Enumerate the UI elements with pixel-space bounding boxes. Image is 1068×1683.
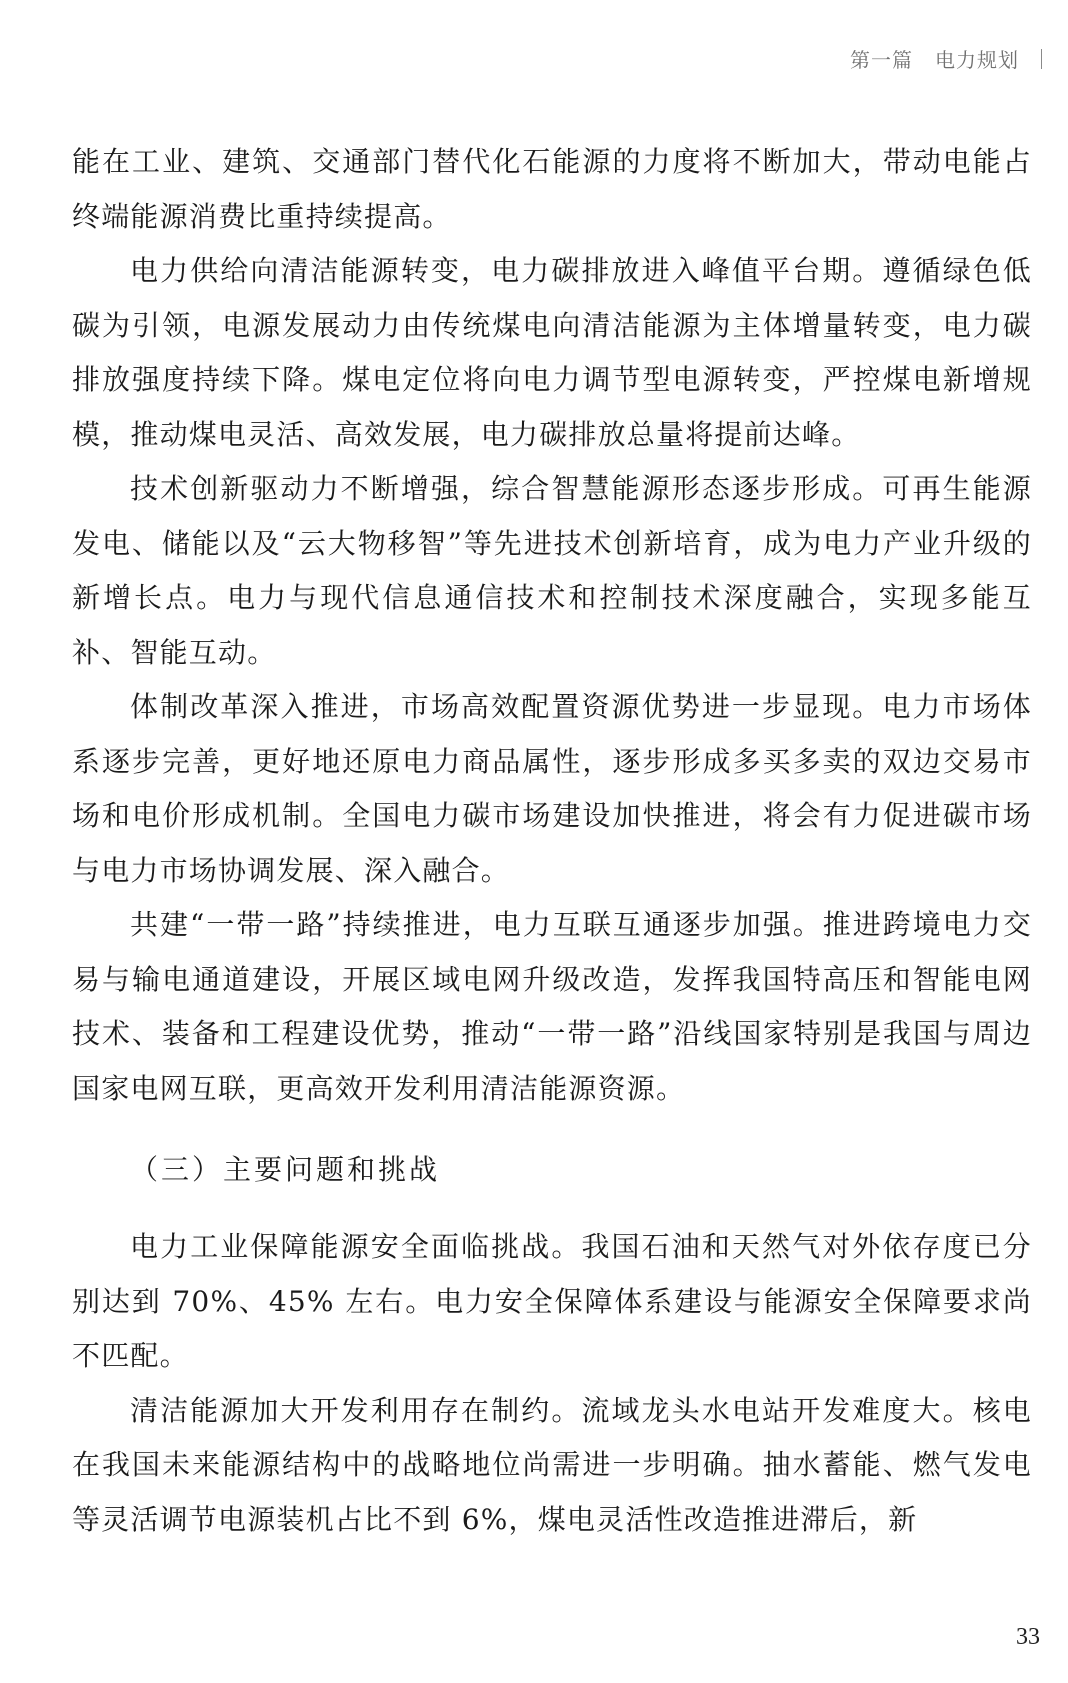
paragraph-continuation: 能在工业、建筑、交通部门替代化石能源的力度将不断加大，带动电能占终端能源消费比重持续提高。	[72, 145, 1032, 233]
page-body	[72, 135, 1032, 1547]
header-separator	[1041, 49, 1042, 69]
header-part: 第一篇	[850, 48, 913, 72]
paragraph-reform: 体制改革深入推进，市场高效配置资源优势进一步显现。电力市场体系逐步完善，更好地还原电力商品属性，逐步形成多买多卖的双边交易市场和电价形成机制。全国电力碳市场建设加快推进，将会有力促进碳市场与电力市场协调发展、深入融合。	[72, 690, 1032, 887]
section-heading: （三）主要问题和挑战	[130, 1153, 441, 1186]
running-header	[850, 44, 1042, 73]
header-chapter: 电力规划	[935, 48, 1019, 72]
paragraph-tech-innovation: 技术创新驱动力不断增强，综合智慧能源形态逐步形成。可再生能源发电、储能以及“云大物移智”等先进技术创新培育，成为电力产业升级的新增长点。电力与现代信息通信技术和控制技术深度融合，实现多能互补、智能互动。	[72, 472, 1032, 669]
paragraph-clean-energy-constraints: 清洁能源加大开发利用存在制约。流域龙头水电站开发难度大。核电在我国未来能源结构中的战略地位尚需进一步明确。抽水蓄能、燃气发电等灵活调节电源装机占比不到 6%，煤电灵活性改造推进滞后，新	[72, 1393, 1032, 1536]
paragraph-energy-security: 电力工业保障能源安全面临挑战。我国石油和天然气对外依存度已分别达到 70%、45% 左右。电力安全保障体系建设与能源安全保障要求尚不匹配。	[72, 1230, 1032, 1372]
paragraph-belt-and-road: 共建“一带一路”持续推进，电力互联互通逐步加强。推进跨境电力交易与输电通道建设，开展区域电网升级改造，发挥我国特高压和智能电网技术、装备和工程建设优势，推动“一带一路”沿线国家特别是我国与周边国家电网互联，更高效开发利用清洁能源资源。	[72, 908, 1032, 1105]
page-number: 33	[1016, 1624, 1040, 1650]
paragraph-power-supply: 电力供给向清洁能源转变，电力碳排放进入峰值平台期。遵循绿色低碳为引领，电源发展动力由传统煤电向清洁能源为主体增量转变，电力碳排放强度持续下降。煤电定位将向电力调节型电源转变，严控煤电新增规模，推动煤电灵活、高效发展，电力碳排放总量将提前达峰。	[72, 254, 1032, 451]
